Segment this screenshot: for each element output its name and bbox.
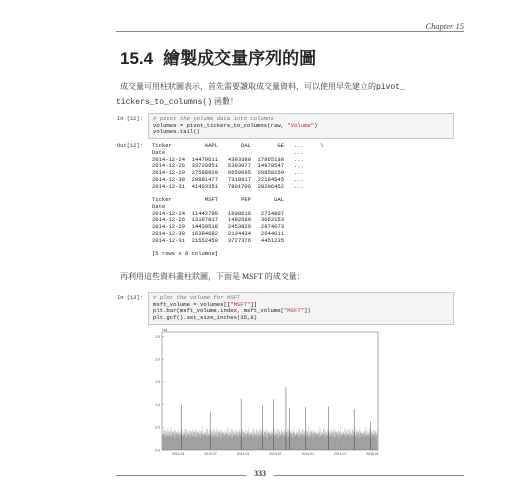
output-line: 2014-12-30 29881477 7318917 22184545 ... [152, 175, 304, 183]
cell12-comment: # pivot the volume data into columns [153, 115, 274, 122]
output-line: [5 rows x 8 columns] [152, 250, 219, 257]
footer-rule-right [274, 475, 464, 476]
output-line: 2014-12-30 16384692 2134434 2644611 [152, 229, 285, 237]
output-line: 2014-12-29 27598920 6659665 20858159 ... [152, 169, 304, 176]
chapter-header: Chapter 15 [425, 21, 464, 31]
output-line: Date [152, 202, 166, 210]
intro-paragraph-line1 [120, 80, 405, 95]
intro-line2-text: 函數！ [212, 97, 239, 106]
chart-svg [148, 327, 384, 460]
y-tick-label: 0.0 [155, 448, 160, 453]
cell13-line2a: msft_volume = volumes[[ [153, 300, 231, 308]
cell13-in-prompt: In [13]: [117, 295, 143, 301]
mid-paragraph: 再利用這些資料畫柱狀圖，下面是 MSFT 的成交量： [120, 272, 305, 281]
x-tick-label: 2012-07 [204, 452, 217, 456]
intro-paragraph-line2 [116, 95, 238, 110]
cell12-out-prompt: Out[12]: [117, 143, 143, 149]
cell12-code-cell[interactable] [148, 113, 454, 139]
x-tick-label: 2014-07 [333, 452, 347, 456]
cell13-line3a: plt.bar(msft_volume.index, msft_volume[ [153, 307, 284, 315]
output-line: Date ... [152, 148, 304, 156]
x-tick-label: 2012-01 [171, 452, 185, 456]
x-tick-label: 2015-01 [366, 452, 379, 456]
output-line: 2014-12-24 11442790 1608616 2714807 [152, 209, 285, 217]
section-title [120, 44, 316, 69]
output-line: 2014-12-24 14479611 4303380 17865138 ... [152, 155, 304, 163]
y-tick-label: 2.0 [155, 357, 160, 362]
cell13-code [149, 293, 453, 324]
cell12-code-line3: volumes.tail() [153, 128, 200, 136]
cell13-line4: plt.gcf().set_size_inches(15,8) [153, 314, 258, 322]
section-title-text: 繪製成交量序列的圖 [163, 49, 317, 68]
cell13-code-cell[interactable] [148, 292, 454, 325]
intro-line2-code: tickers_to_columns() [116, 98, 213, 107]
y-tick-label: 0.5 [155, 425, 160, 430]
footer-rule-left [116, 475, 246, 476]
intro-line1-code: pivot_ [376, 83, 405, 92]
header-rule [116, 31, 464, 32]
cell13-line2b: ]] [250, 300, 258, 308]
msft-volume-chart [148, 327, 384, 460]
intro-line1-text: 成交量可用柱狀圖表示，首先需要讀取成交量資料，可以使用早先建立的 [120, 82, 376, 91]
cell12-code-line2a: volumes = pivot_tickers_to_columns(raw, [153, 121, 288, 129]
output-line: 2014-12-29 14439518 2453829 2874673 [152, 223, 285, 230]
y-tick-label: 1.0 [155, 402, 160, 407]
cell13-line3b: ]) [304, 307, 311, 315]
output-line: 2014-12-26 33720951 5303077 14978547 ... [152, 162, 304, 170]
output-line: Ticker MSFT PEP UAL [152, 196, 285, 203]
y-tick-label: 2.5 [155, 334, 160, 339]
x-tick-label: 2014-01 [301, 452, 315, 456]
x-tick-label: 2013-01 [236, 452, 250, 456]
page-number: 333 [254, 469, 266, 478]
x-tick-label: 2013-07 [269, 452, 282, 456]
cell12-code [149, 114, 453, 138]
cell13-comment: # plot the volume for MSFT [153, 294, 241, 301]
output-line: 2014-12-26 13197817 1492689 3062153 [152, 216, 285, 224]
output-line: 2014-12-31 41403351 7801706 28206452 ... [152, 182, 304, 190]
output-line: Ticker AAPL DAL GE ... \ [152, 142, 324, 149]
cell12-output [152, 143, 324, 258]
cell12-code-line2b: ) [314, 121, 318, 129]
y-scale-label: 1e8 [162, 328, 168, 332]
cell12-code-string: "Volume" [287, 121, 315, 129]
cell13-line2-string: "MSFT" [230, 300, 251, 308]
cell12-in-prompt: In [12]: [117, 116, 143, 122]
section-number: 15.4 [120, 49, 154, 68]
output-line: 2014-12-31 21552450 3727376 4451235 [152, 236, 285, 244]
cell13-line3-string: "MSFT" [283, 307, 305, 315]
y-tick-label: 1.5 [155, 380, 160, 385]
